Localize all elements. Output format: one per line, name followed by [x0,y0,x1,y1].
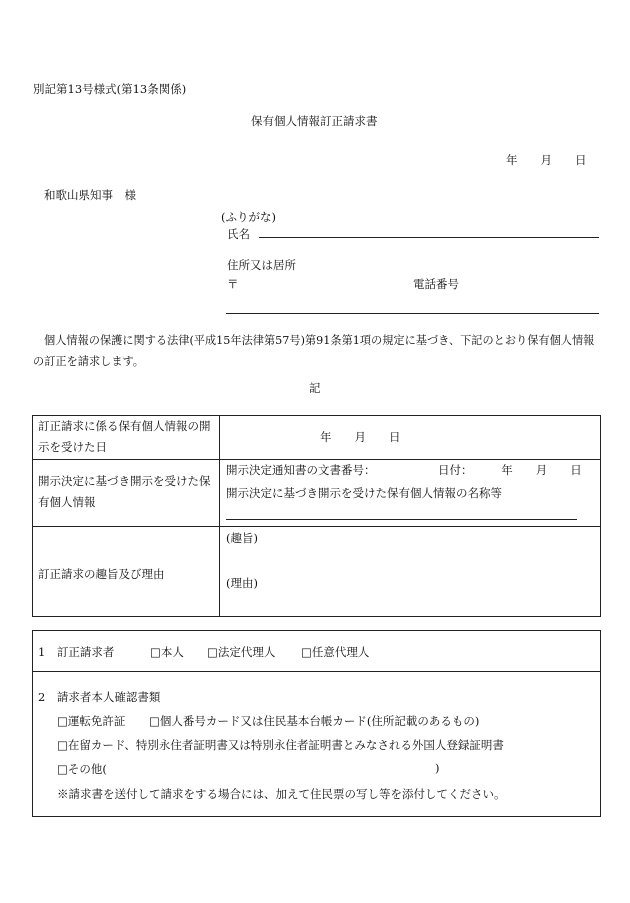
doc-other-close: ) [435,761,440,775]
phone-label: 電話番号 [413,277,459,291]
doc-residence-card[interactable]: □在留カード、特別永住者証明書又は特別永住者証明書とみなされる外国人登録証明書 [57,738,504,752]
table-row-divider [33,459,600,460]
row2-label: 開示決定に基づき開示を受けた保有個人情報 [38,474,211,509]
option-voluntary-rep[interactable]: □任意代理人 [301,645,370,659]
section2-label: 2 請求者本人確認書類 [38,690,161,704]
row2-name-field[interactable] [226,519,577,520]
date-line: 年 月 日 [506,153,587,167]
option-legal-rep[interactable]: □法定代理人 [207,645,276,659]
requester-section [32,630,601,817]
doc-other[interactable]: □その他( [57,762,107,776]
request-table [32,415,601,617]
address-field[interactable] [226,313,599,314]
row1-value[interactable]: 年 月 日 [320,430,401,444]
name-field[interactable] [259,237,599,238]
doc-drivers-license[interactable]: □運転免許証 [57,714,126,728]
row2-date: 日付： 年 月 日 [438,463,582,477]
address-label: 住所又は居所 [227,258,296,272]
ki-heading: 記 [309,381,321,395]
section-divider [33,671,600,672]
row2-name: 開示決定に基づき開示を受けた保有個人情報の名称等 [226,486,502,500]
row3-label: 訂正請求の趣旨及び理由 [38,567,165,581]
furigana-label: (ふりがな) [221,210,276,224]
note: ※請求書を送付して請求をする場合には、加えて住民票の写し等を添付してください。 [57,787,506,801]
table-divider [219,416,220,616]
option-self[interactable]: □本人 [150,645,184,659]
row3-purpose: (趣旨) [226,531,258,545]
row1-label: 訂正請求に係る保有個人情報の開示を受けた日 [38,419,211,454]
section1-label: 1 訂正請求者 [38,645,115,659]
table-row-divider [33,526,600,527]
row3-reason: (理由) [226,576,258,590]
doc-mynumber-card[interactable]: □個人番号カード又は住民基本台帳カード(住所記載のあるもの) [149,714,480,728]
intro-text: 個人情報の保護に関する法律(平成15年法律第57号)第91条第1項の規定に基づき、下記のとおり保有個人情報の訂正を請求します。 [33,334,595,368]
addressee: 和歌山県知事 様 [44,188,136,202]
row2-doc-number: 開示決定通知書の文書番号： [226,463,376,477]
name-label: 氏名 [227,227,250,241]
postal-mark: 〒 [227,277,239,291]
form-number: 別記第13号様式(第13条関係) [33,82,187,96]
page-title: 保有個人情報訂正請求書 [251,114,378,128]
